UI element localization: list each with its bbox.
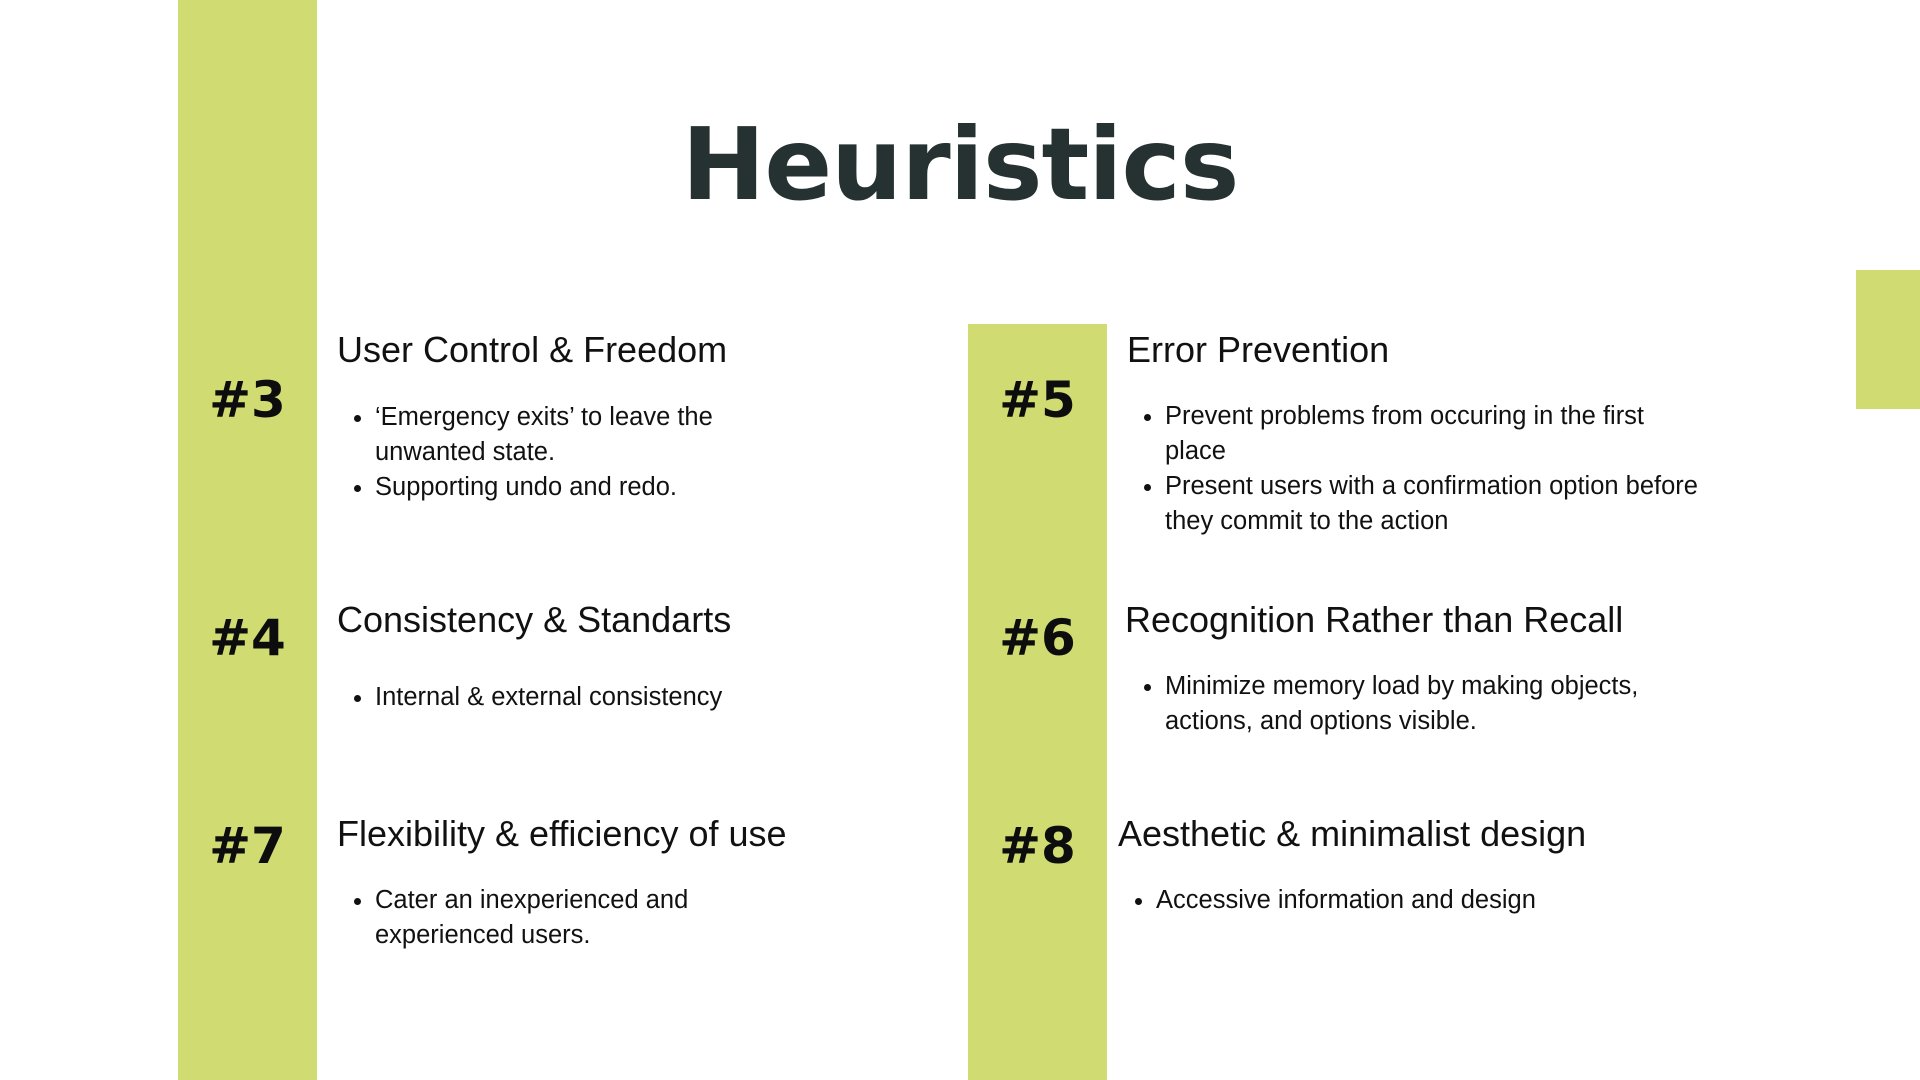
heuristic-points [337,883,815,953]
heuristic-number: #3 [209,371,286,429]
heuristic-points [1127,399,1705,539]
heuristic-heading: Consistency & Standarts [337,599,732,640]
heuristic-points [337,400,815,505]
heuristic-heading: User Control & Freedom [337,329,728,370]
list-item: • Accessive information and design [1156,883,1716,918]
accent-bar-middle [968,324,1107,1080]
heuristic-heading: Recognition Rather than Recall [1125,599,1624,640]
heuristic-points [1127,669,1725,739]
heuristic-number: #5 [999,371,1076,429]
list-item: • Prevent problems from occuring in the first place [1165,399,1705,469]
list-item: • Supporting undo and redo. [375,470,815,505]
accent-block-right [1856,270,1920,409]
heuristic-number: #7 [209,817,286,875]
heuristic-points [1118,883,1716,918]
list-item: • Minimize memory load by making objects, actions, and options visible. [1165,669,1725,739]
list-item: • Present users with a confirmation option before they commit to the action [1165,469,1705,539]
heuristic-number: #8 [999,817,1076,875]
heuristic-heading: Flexibility & efficiency of use [337,813,787,854]
heuristic-heading: Aesthetic & minimalist design [1118,813,1587,854]
heuristic-heading: Error Prevention [1127,329,1390,370]
list-item: • Internal & external consistency [375,680,845,715]
heuristic-number: #6 [999,609,1076,667]
heuristic-points [337,680,845,715]
list-item: • Cater an inexperienced and experienced users. [375,883,815,953]
list-item: • ‘Emergency exits’ to leave the unwanted state. [375,400,815,470]
page-title: Heuristics [681,106,1239,223]
heuristic-number: #4 [209,609,286,667]
